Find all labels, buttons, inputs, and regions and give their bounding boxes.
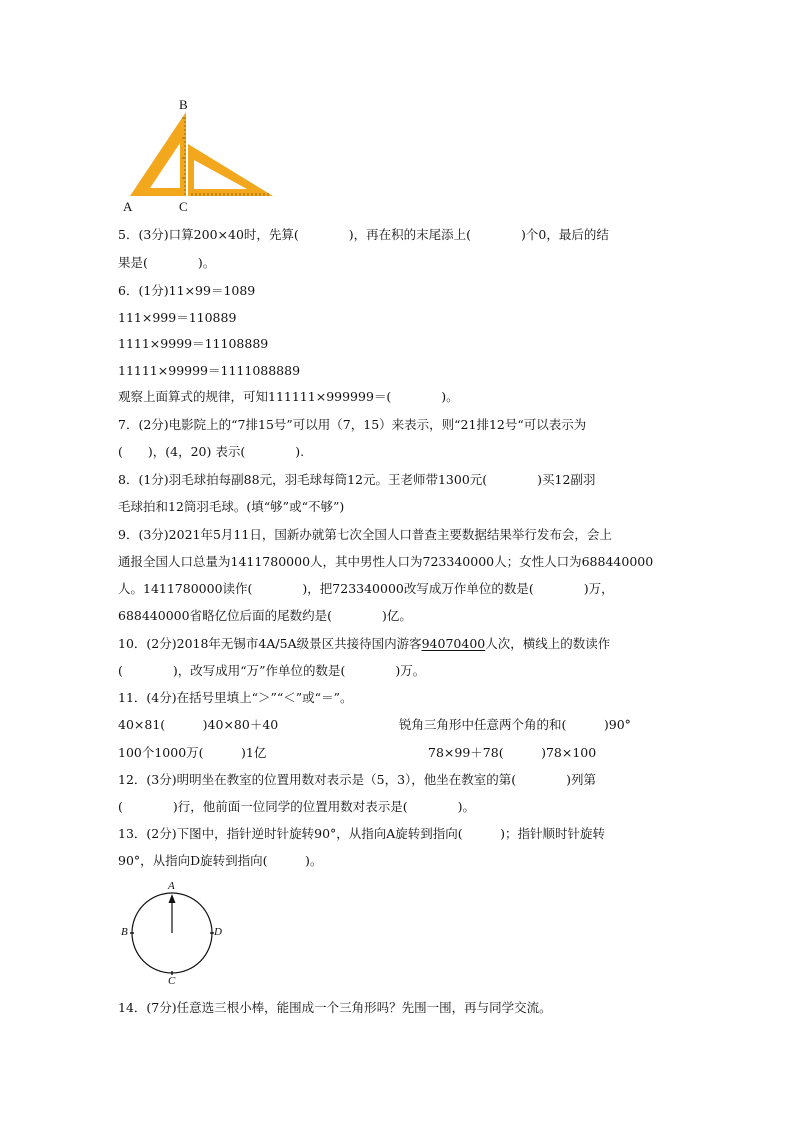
q11-item-3: 100个1000万( )1亿	[118, 745, 267, 760]
dial-label-b: B	[121, 926, 128, 938]
q13-line-2: 90°，从指向D旋转到指向( )。	[118, 853, 323, 868]
q6-line-1: 6．(1分)11×99＝1089	[118, 283, 256, 298]
q6-line-5: 观察上面算式的规律，可知111111×999999＝( )。	[118, 389, 459, 404]
dial-label-c: C	[168, 975, 176, 987]
q8-line-1: 8．(1分)羽毛球拍每副88元，羽毛球每筒12元。王老师带1300元( )买12副羽	[118, 472, 596, 487]
q14-line-1: 14．(7分)任意选三根小棒，能围成一个三角形吗？先围一围，再与同学交流。	[118, 1000, 552, 1015]
q6-line-3: 1111×9999＝11108889	[118, 336, 269, 351]
q6-line-2: 111×999＝110889	[118, 310, 237, 325]
q7-line-1: 7．(2分)电影院上的“7排15号”可以用（7，15）来表示，则“21排12号“可以表示为	[118, 417, 587, 432]
q10-text-before: 10．(2分)2018年无锡市4A/5A级景区共接待国内游客	[118, 636, 422, 651]
q11-item-4: 78×99＋78( )78×100	[428, 745, 597, 760]
q11-item-2: 锐角三角形中任意两个角的和( )90°	[399, 717, 631, 732]
q9-line-3: 人。1411780000读作( )，把723340000改写成万作单位的数是( )万，	[118, 581, 614, 596]
q9-line-1: 9．(3分)2021年5月11日，国新办就第七次全国人口普查主要数据结果举行发布会，会上	[118, 527, 612, 542]
q9-line-2: 通报全国人口总量为1411780000人，其中男性人口为723340000人；女性人口为688440000	[118, 554, 654, 569]
dial-label-d: D	[214, 926, 222, 938]
point-label-a: A	[123, 199, 133, 214]
q11-line-1: 11．(4分)在括号里填上“＞”“＜”或“＝”。	[118, 690, 353, 705]
point-label-c: C	[179, 199, 188, 214]
q12-line-1: 12．(3分)明明坐在教室的位置用数对表示是（5，3），他坐在教室的第( )列第	[118, 772, 597, 787]
q7-line-2: ( )，(4，20) 表示( ).	[118, 444, 305, 459]
q13-line-1: 13．(2分)下图中，指针逆时针旋转90°，从指向A旋转到指向( )；指针顺时针旋转	[118, 826, 606, 841]
q10-line-2: ( )，改写成用“万”作单位的数是( )万。	[118, 663, 426, 678]
q8-line-2: 毛球拍和12筒羽毛球。(填“够”或“不够”)	[118, 499, 345, 514]
q11-item-1: 40×81( )40×80＋40	[118, 717, 279, 732]
q5-line-1: 5．(3分)口算200×40时，先算( )，再在积的末尾添上( )个0，最后的结	[118, 227, 609, 242]
q5-line-2: 果是( )。	[118, 255, 216, 270]
dial-label-a: A	[168, 880, 175, 892]
point-label-b: B	[179, 97, 188, 112]
dial-pointer-head	[169, 894, 176, 903]
q12-line-2: ( )行，他前面一位同学的位置用数对表示是( )。	[118, 799, 476, 814]
q10-underlined-number: 94070400	[421, 636, 486, 651]
q9-line-4: 688440000省略亿位后面的尾数约是( )亿。	[118, 608, 412, 623]
q6-line-4: 11111×99999＝1111088889	[118, 363, 301, 378]
q10-text-after: 人次，横线上的数读作	[485, 636, 611, 651]
